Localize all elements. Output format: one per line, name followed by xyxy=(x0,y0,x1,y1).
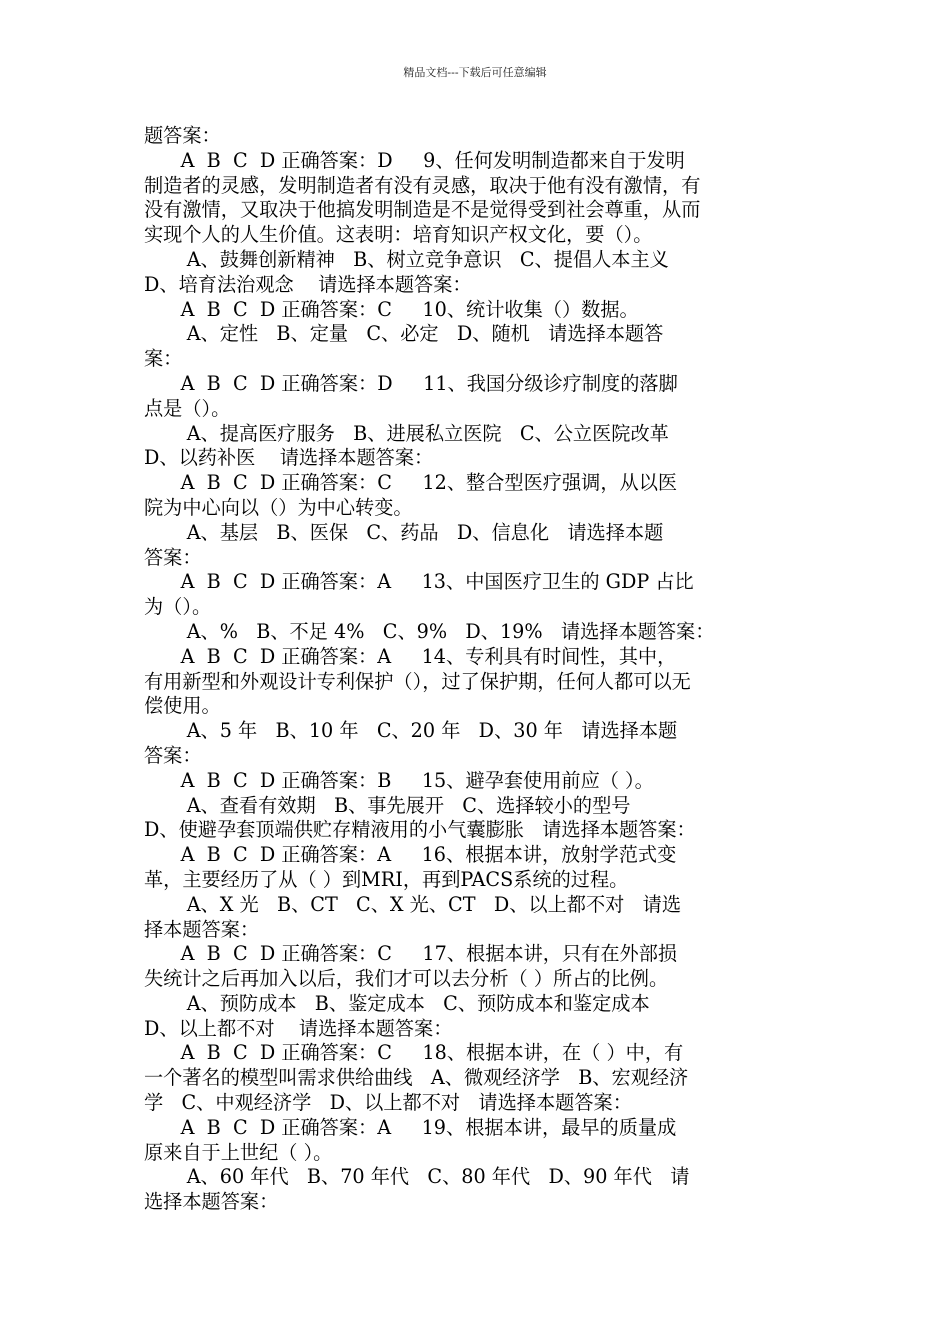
text-line: 原来自于上世纪（ ）。 xyxy=(144,1140,333,1164)
text-line: D、培育法治观念 请选择本题答案： xyxy=(144,272,472,296)
text-line: A B C D 正确答案：C 18、根据本讲，在（ ）中，有 xyxy=(144,1041,684,1065)
text-line: A、查看有效期 B、事先展开 C、选择较小的型号 xyxy=(144,793,631,817)
text-line: A、X 光 B、CT C、X 光、CT D、以上都不对 请选 xyxy=(144,892,682,916)
text-line: 制造者的灵感，发明制造者有没有灵感，取决于他有没有激情，有 xyxy=(144,173,701,197)
text-line: D、使避孕套顶端供贮存精液用的小气囊膨胀 请选择本题答案： xyxy=(144,818,696,842)
text-line: 选择本题答案： xyxy=(144,1190,279,1214)
text-line: 革，主要经历了从（ ）到MRI，再到PACS系统的过程。 xyxy=(144,867,629,891)
text-line: A B C D 正确答案：B 15、避孕套使用前应（ ）。 xyxy=(144,768,654,792)
text-line: D、以上都不对 请选择本题答案： xyxy=(144,1016,453,1040)
text-line: 失统计之后再加入以后，我们才可以去分析（ ）所占的比例。 xyxy=(144,967,669,991)
text-line: A B C D 正确答案：A 16、根据本讲，放射学范式变 xyxy=(144,843,677,867)
text-line: 题答案： xyxy=(144,124,221,147)
text-line: A、% B、不足 4% C、9% D、19% 请选择本题答案： xyxy=(144,619,715,643)
text-line: 有用新型和外观设计专利保护（），过了保护期，任何人都可以无 xyxy=(144,669,691,693)
text-line: A、预防成本 B、鉴定成本 C、预防成本和鉴定成本 xyxy=(144,991,650,1015)
text-line: 院为中心向以（）为中心转变。 xyxy=(144,495,413,519)
text-line: 实现个人的人生价值。这表明：培育知识产权文化，要（）。 xyxy=(144,223,653,247)
text-line: 没有激情，又取决于他搞发明制造是不是觉得受到社会尊重，从而 xyxy=(144,198,701,222)
text-line: 学 C、中观经济学 D、以上都不对 请选择本题答案： xyxy=(144,1091,632,1115)
text-line: A B C D 正确答案：D 9、任何发明制造都来自于发明 xyxy=(144,148,685,172)
text-line: A、提高医疗服务 B、进展私立医院 C、公立医院改革 xyxy=(144,421,669,445)
text-line: A B C D 正确答案：D 11、我国分级诊疗制度的落脚 xyxy=(144,371,678,395)
text-line: 案： xyxy=(144,347,183,371)
text-line: A B C D 正确答案：A 14、专利具有时间性，其中， xyxy=(144,644,677,668)
text-line: A、5 年 B、10 年 C、20 年 D、30 年 请选择本题 xyxy=(144,719,678,743)
text-line: 一个著名的模型叫需求供给曲线 A、微观经济学 B、宏观经济 xyxy=(144,1066,689,1090)
text-line: A、定性 B、定量 C、必定 D、随机 请选择本题答 xyxy=(144,322,664,346)
text-line: 择本题答案： xyxy=(144,917,260,941)
text-line: 为（）。 xyxy=(144,595,212,619)
text-line: A B C D 正确答案：C 12、整合型医疗强调，从以医 xyxy=(144,471,678,495)
text-line: A B C D 正确答案：C 17、根据本讲，只有在外部损 xyxy=(144,942,678,966)
text-line: A、鼓舞创新精神 B、树立竞争意识 C、提倡人本主义 xyxy=(144,247,669,271)
document-body xyxy=(144,124,808,1215)
text-line: 答案： xyxy=(144,545,202,569)
text-line: A、60 年代 B、70 年代 C、80 年代 D、90 年代 请 xyxy=(144,1165,690,1189)
text-line: A B C D 正确答案：A 19、根据本讲，最早的质量成 xyxy=(144,1115,677,1139)
text-line: 答案： xyxy=(144,743,202,767)
page-header: 精品文档---下载后可任意编辑 xyxy=(403,66,547,79)
text-line: A B C D 正确答案：C 10、统计收集（）数据。 xyxy=(144,297,639,321)
text-line: D、以药补医 请选择本题答案： xyxy=(144,446,434,470)
text-line: 偿使用。 xyxy=(144,694,221,718)
text-line: A B C D 正确答案：A 13、中国医疗卫生的 GDP 占比 xyxy=(144,570,694,594)
text-line: A、基层 B、医保 C、药品 D、信息化 请选择本题 xyxy=(144,520,664,544)
text-line: 点是（）。 xyxy=(144,396,231,420)
